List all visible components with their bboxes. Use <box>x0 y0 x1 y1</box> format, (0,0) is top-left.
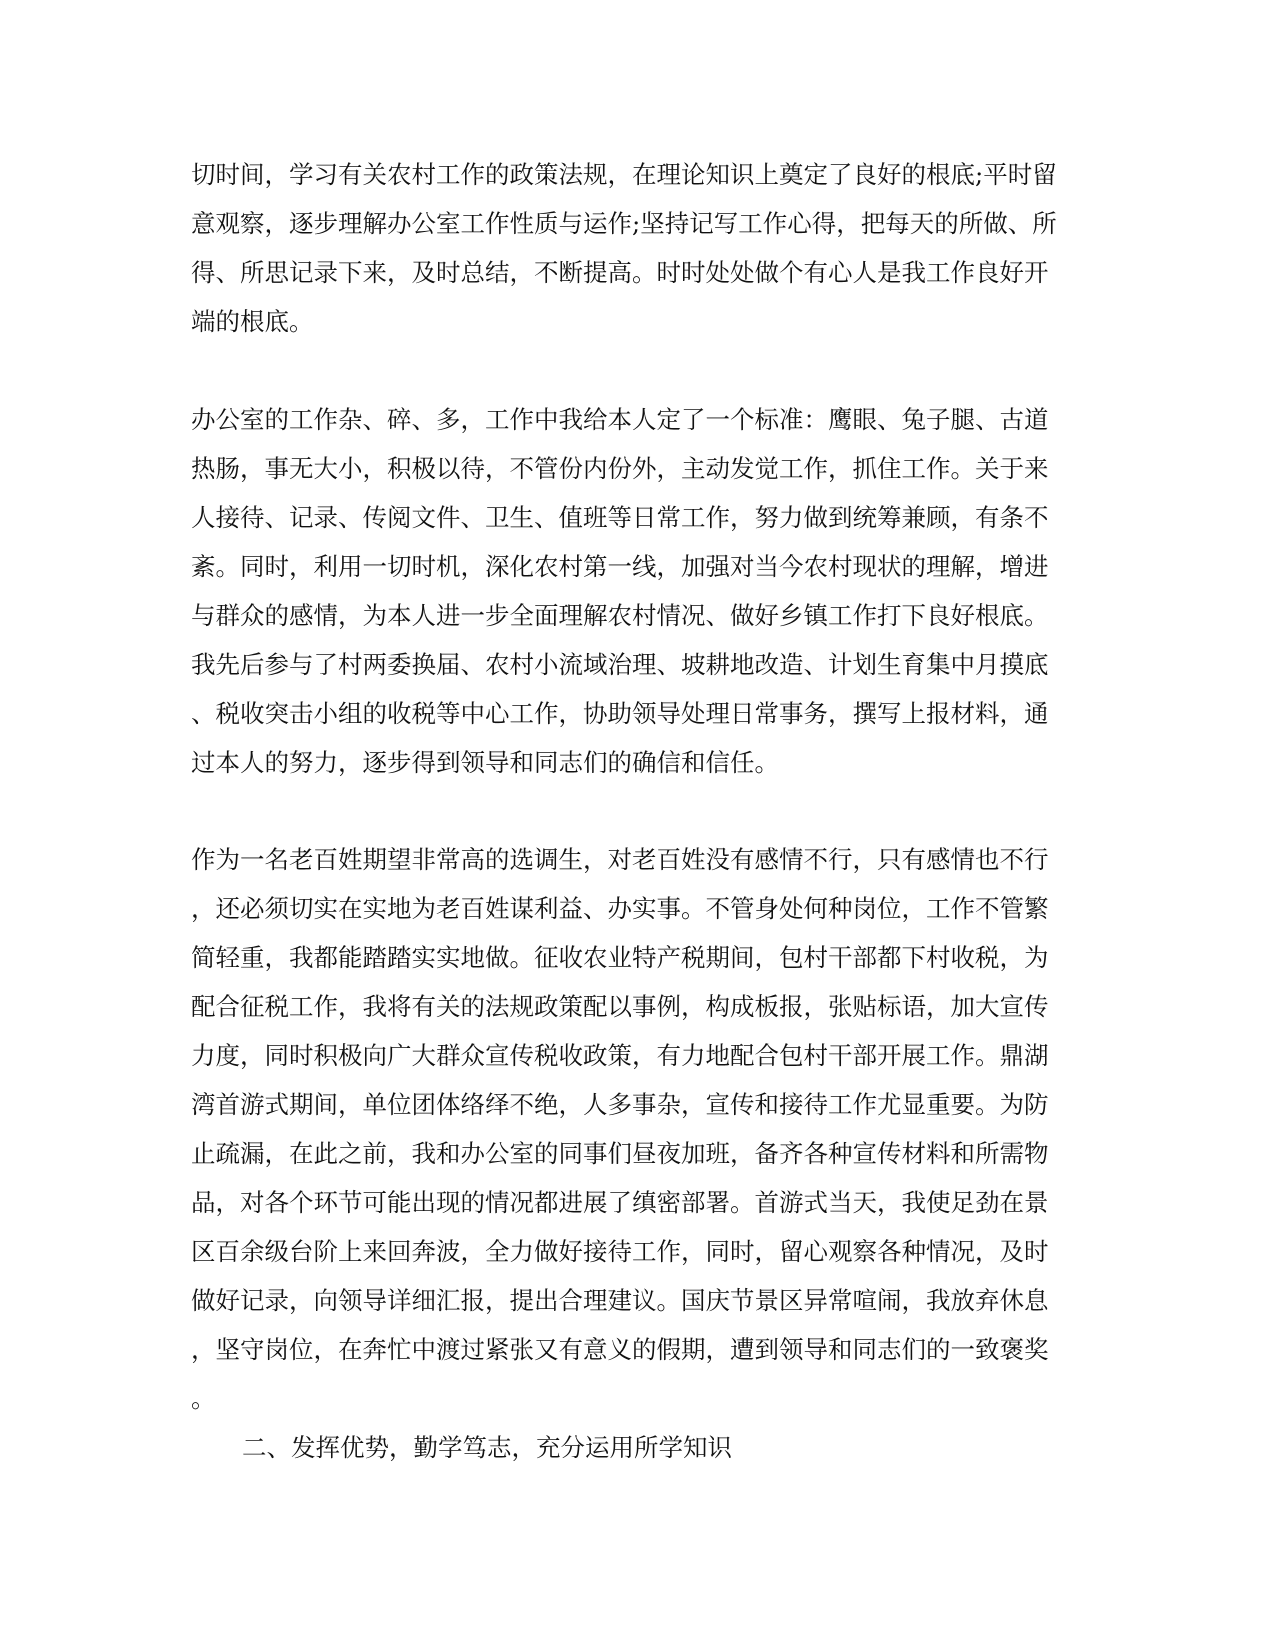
paragraph-line: 意观察，逐步理解办公室工作性质与运作;坚持记写工作心得，把每天的所做、所 <box>191 209 1057 238</box>
paragraph-line: 过本人的努力，逐步得到领导和同志们的确信和信任。 <box>191 748 779 777</box>
paragraph-line: 。 <box>191 1384 216 1413</box>
section-heading-text: 二、发挥优势，勤学笃志，充分运用所学知识 <box>242 1433 732 1462</box>
paragraph-line: 止疏漏，在此之前，我和办公室的同事们昼夜加班，备齐各种宣传材料和所需物 <box>191 1139 1049 1168</box>
paragraph-line: 湾首游式期间，单位团体络绎不绝，人多事杂，宣传和接待工作尤显重要。为防 <box>191 1090 1049 1119</box>
paragraph-line: 切时间，学习有关农村工作的政策法规，在理论知识上奠定了良好的根底;平时留 <box>191 160 1057 189</box>
paragraph-line: ，坚守岗位，在奔忙中渡过紧张又有意义的假期，遭到领导和同志们的一致褒奖 <box>191 1335 1049 1364</box>
paragraph-line: 热肠，事无大小，积极以待，不管份内份外，主动发觉工作，抓住工作。关于来 <box>191 454 1049 483</box>
paragraph-1 <box>191 150 1071 346</box>
paragraph-2 <box>191 395 1071 787</box>
paragraph-line: 作为一名老百姓期望非常高的选调生，对老百姓没有感情不行，只有感情也不行 <box>191 845 1049 874</box>
paragraph-line: ，还必须切实在实地为老百姓谋利益、办实事。不管身处何种岗位，工作不管繁 <box>191 894 1049 923</box>
paragraph-line: 区百余级台阶上来回奔波，全力做好接待工作，同时，留心观察各种情况，及时 <box>191 1237 1049 1266</box>
paragraph-line: 、税收突击小组的收税等中心工作，协助领导处理日常事务，撰写上报材料，通 <box>191 699 1049 728</box>
paragraph-line: 配合征税工作，我将有关的法规政策配以事例，构成板报，张贴标语，加大宣传 <box>191 992 1049 1021</box>
paragraph-line: 紊。同时，利用一切时机，深化农村第一线，加强对当今农村现状的理解，增进 <box>191 552 1049 581</box>
paragraph-line: 简轻重，我都能踏踏实实地做。征收农业特产税期间，包村干部都下村收税，为 <box>191 943 1049 972</box>
paragraph-line: 力度，同时积极向广大群众宣传税收政策，有力地配合包村干部开展工作。鼎湖 <box>191 1041 1049 1070</box>
paragraph-3 <box>191 835 1071 1423</box>
paragraph-line: 做好记录，向领导详细汇报，提出合理建议。国庆节景区异常喧闹，我放弃休息 <box>191 1286 1049 1315</box>
paragraph-line: 得、所思记录下来，及时总结，不断提高。时时处处做个有心人是我工作良好开 <box>191 258 1049 287</box>
paragraph-line: 与群众的感情，为本人进一步全面理解农村情况、做好乡镇工作打下良好根底。 <box>191 601 1049 630</box>
paragraph-line: 人接待、记录、传阅文件、卫生、值班等日常工作，努力做到统筹兼顾，有条不 <box>191 503 1049 532</box>
paragraph-line: 端的根底。 <box>191 307 314 336</box>
section-heading <box>242 1423 1122 1472</box>
paragraph-line: 品，对各个环节可能出现的情况都进展了缜密部署。首游式当天，我使足劲在景 <box>191 1188 1049 1217</box>
paragraph-line: 办公室的工作杂、碎、多，工作中我给本人定了一个标准：鹰眼、兔子腿、古道 <box>191 405 1049 434</box>
paragraph-line: 我先后参与了村两委换届、农村小流域治理、坡耕地改造、计划生育集中月摸底 <box>191 650 1049 679</box>
